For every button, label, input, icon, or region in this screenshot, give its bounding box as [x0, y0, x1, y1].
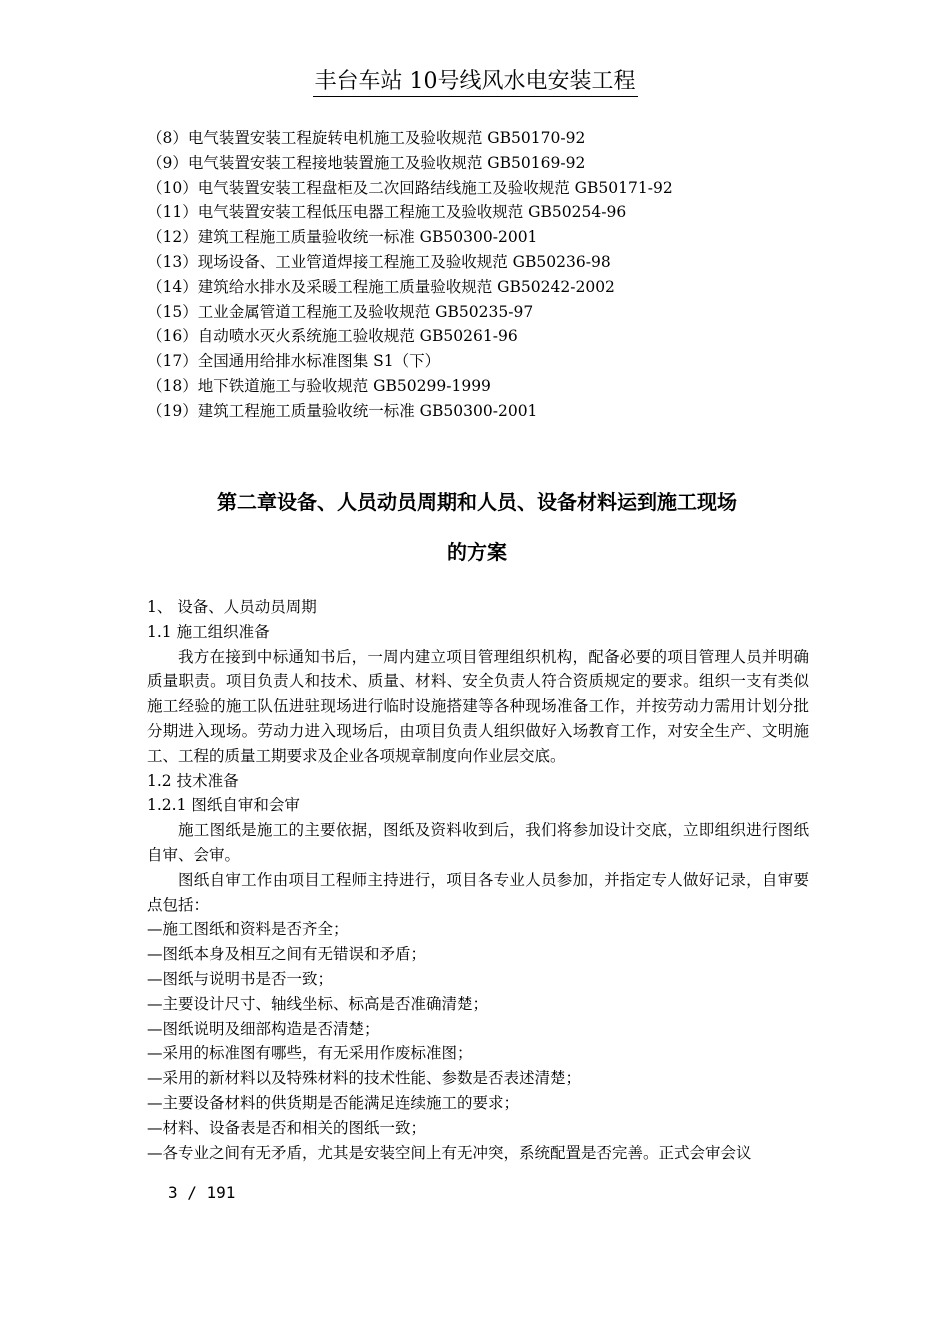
standard-item: （18）地下铁道施工与验收规范 GB50299-1999 — [147, 376, 491, 395]
chapter-title-line2: 的方案 — [447, 540, 507, 564]
standard-item: （12）建筑工程施工质量验收统一标准 GB50300-2001 — [147, 228, 538, 247]
checklist-item: —主要设计尺寸、轴线坐标、标高是否准确清楚； — [147, 994, 489, 1013]
paragraph: 我方在接到中标通知书后，一周内建立项目管理组织机构，配备必要的项目管理人员并明确质量职责。项目负责人和技术、质量、材料、安全负责人符合资质规定的要求。组织一支有类似施工经验的施工队伍进驻现场进行临时设施搭建等各种现场准备工作，并按劳动力需用计划分批分期进入现场。劳动力进入现场后，由项目负责人组织做好入场教育工作，对安全生产、文明施工、工程的质量工期要求及企业各项规章制度向作业层交底。 — [147, 647, 809, 765]
checklist-item: —采用的标准图有哪些，有无采用作废标准图； — [147, 1044, 473, 1063]
standard-item: （8）电气装置安装工程旋转电机施工及验收规范 GB50170-92 — [147, 129, 586, 147]
checklist-item: —施工图纸和资料是否齐全； — [147, 920, 349, 939]
standard-item: （11）电气装置安装工程低压电器工程施工及验收规范 GB50254-96 — [147, 203, 627, 222]
checklist-item: —图纸说明及细部构造是否清楚； — [147, 1019, 380, 1038]
page-number: 3 / 191 — [168, 1183, 236, 1202]
standard-item: （19）建筑工程施工质量验收统一标准 GB50300-2001 — [147, 401, 538, 420]
checklist-item: —各专业之间有无矛盾，尤其是安装空间上有无冲突，系统配置是否完善。正式会审会议 — [147, 1143, 752, 1162]
checklist-item: —采用的新材料以及特殊材料的技术性能、参数是否表述清楚； — [147, 1069, 582, 1088]
header-title: 丰台车站 10号线风水电安装工程 — [313, 69, 638, 97]
chapter-title-line1: 第二章设备、人员动员周期和人员、设备材料运到施工现场 — [217, 490, 737, 514]
standard-item: （10）电气装置安装工程盘柜及二次回路结线施工及验收规范 GB50171-92 — [147, 178, 673, 197]
standard-item: （9）电气装置安装工程接地装置施工及验收规范 GB50169-92 — [147, 153, 586, 172]
subsection-heading: 1.2.1 图纸自审和会审 — [147, 796, 300, 815]
paragraph: 图纸自审工作由项目工程师主持进行，项目各专业人员参加，并指定专人做好记录，自审要点包括： — [147, 870, 809, 914]
checklist-item: —主要设备材料的供货期是否能满足连续施工的要求； — [147, 1093, 520, 1112]
checklist-item: —图纸本身及相互之间有无错误和矛盾； — [147, 945, 427, 964]
standard-item: （17）全国通用给排水标准图集 S1（下） — [147, 352, 441, 371]
standard-item: （13）现场设备、工业管道焊接工程施工及验收规范 GB50236-98 — [147, 252, 611, 271]
checklist-item: —图纸与说明书是否一致； — [147, 969, 334, 988]
standards-list — [147, 126, 827, 424]
subsection-heading: 1.1 施工组织准备 — [147, 622, 270, 641]
standard-item: （15）工业金属管道工程施工及验收规范 GB50235-97 — [147, 302, 534, 321]
document-header — [0, 64, 950, 95]
standard-item: （16）自动喷水灭火系统施工验收规范 GB50261-96 — [147, 327, 518, 346]
standard-item: （14）建筑给水排水及采暖工程施工质量验收规范 GB50242-2002 — [147, 277, 615, 296]
paragraph: 施工图纸是施工的主要依据，图纸及资料收到后，我们将参加设计交底，立即组织进行图纸自审、会审。 — [147, 821, 809, 864]
checklist-item: —材料、设备表是否和相关的图纸一致； — [147, 1118, 427, 1137]
section-heading: 1、 设备、人员动员周期 — [147, 598, 317, 616]
subsection-heading: 1.2 技术准备 — [147, 771, 239, 790]
body-text — [147, 595, 809, 1165]
